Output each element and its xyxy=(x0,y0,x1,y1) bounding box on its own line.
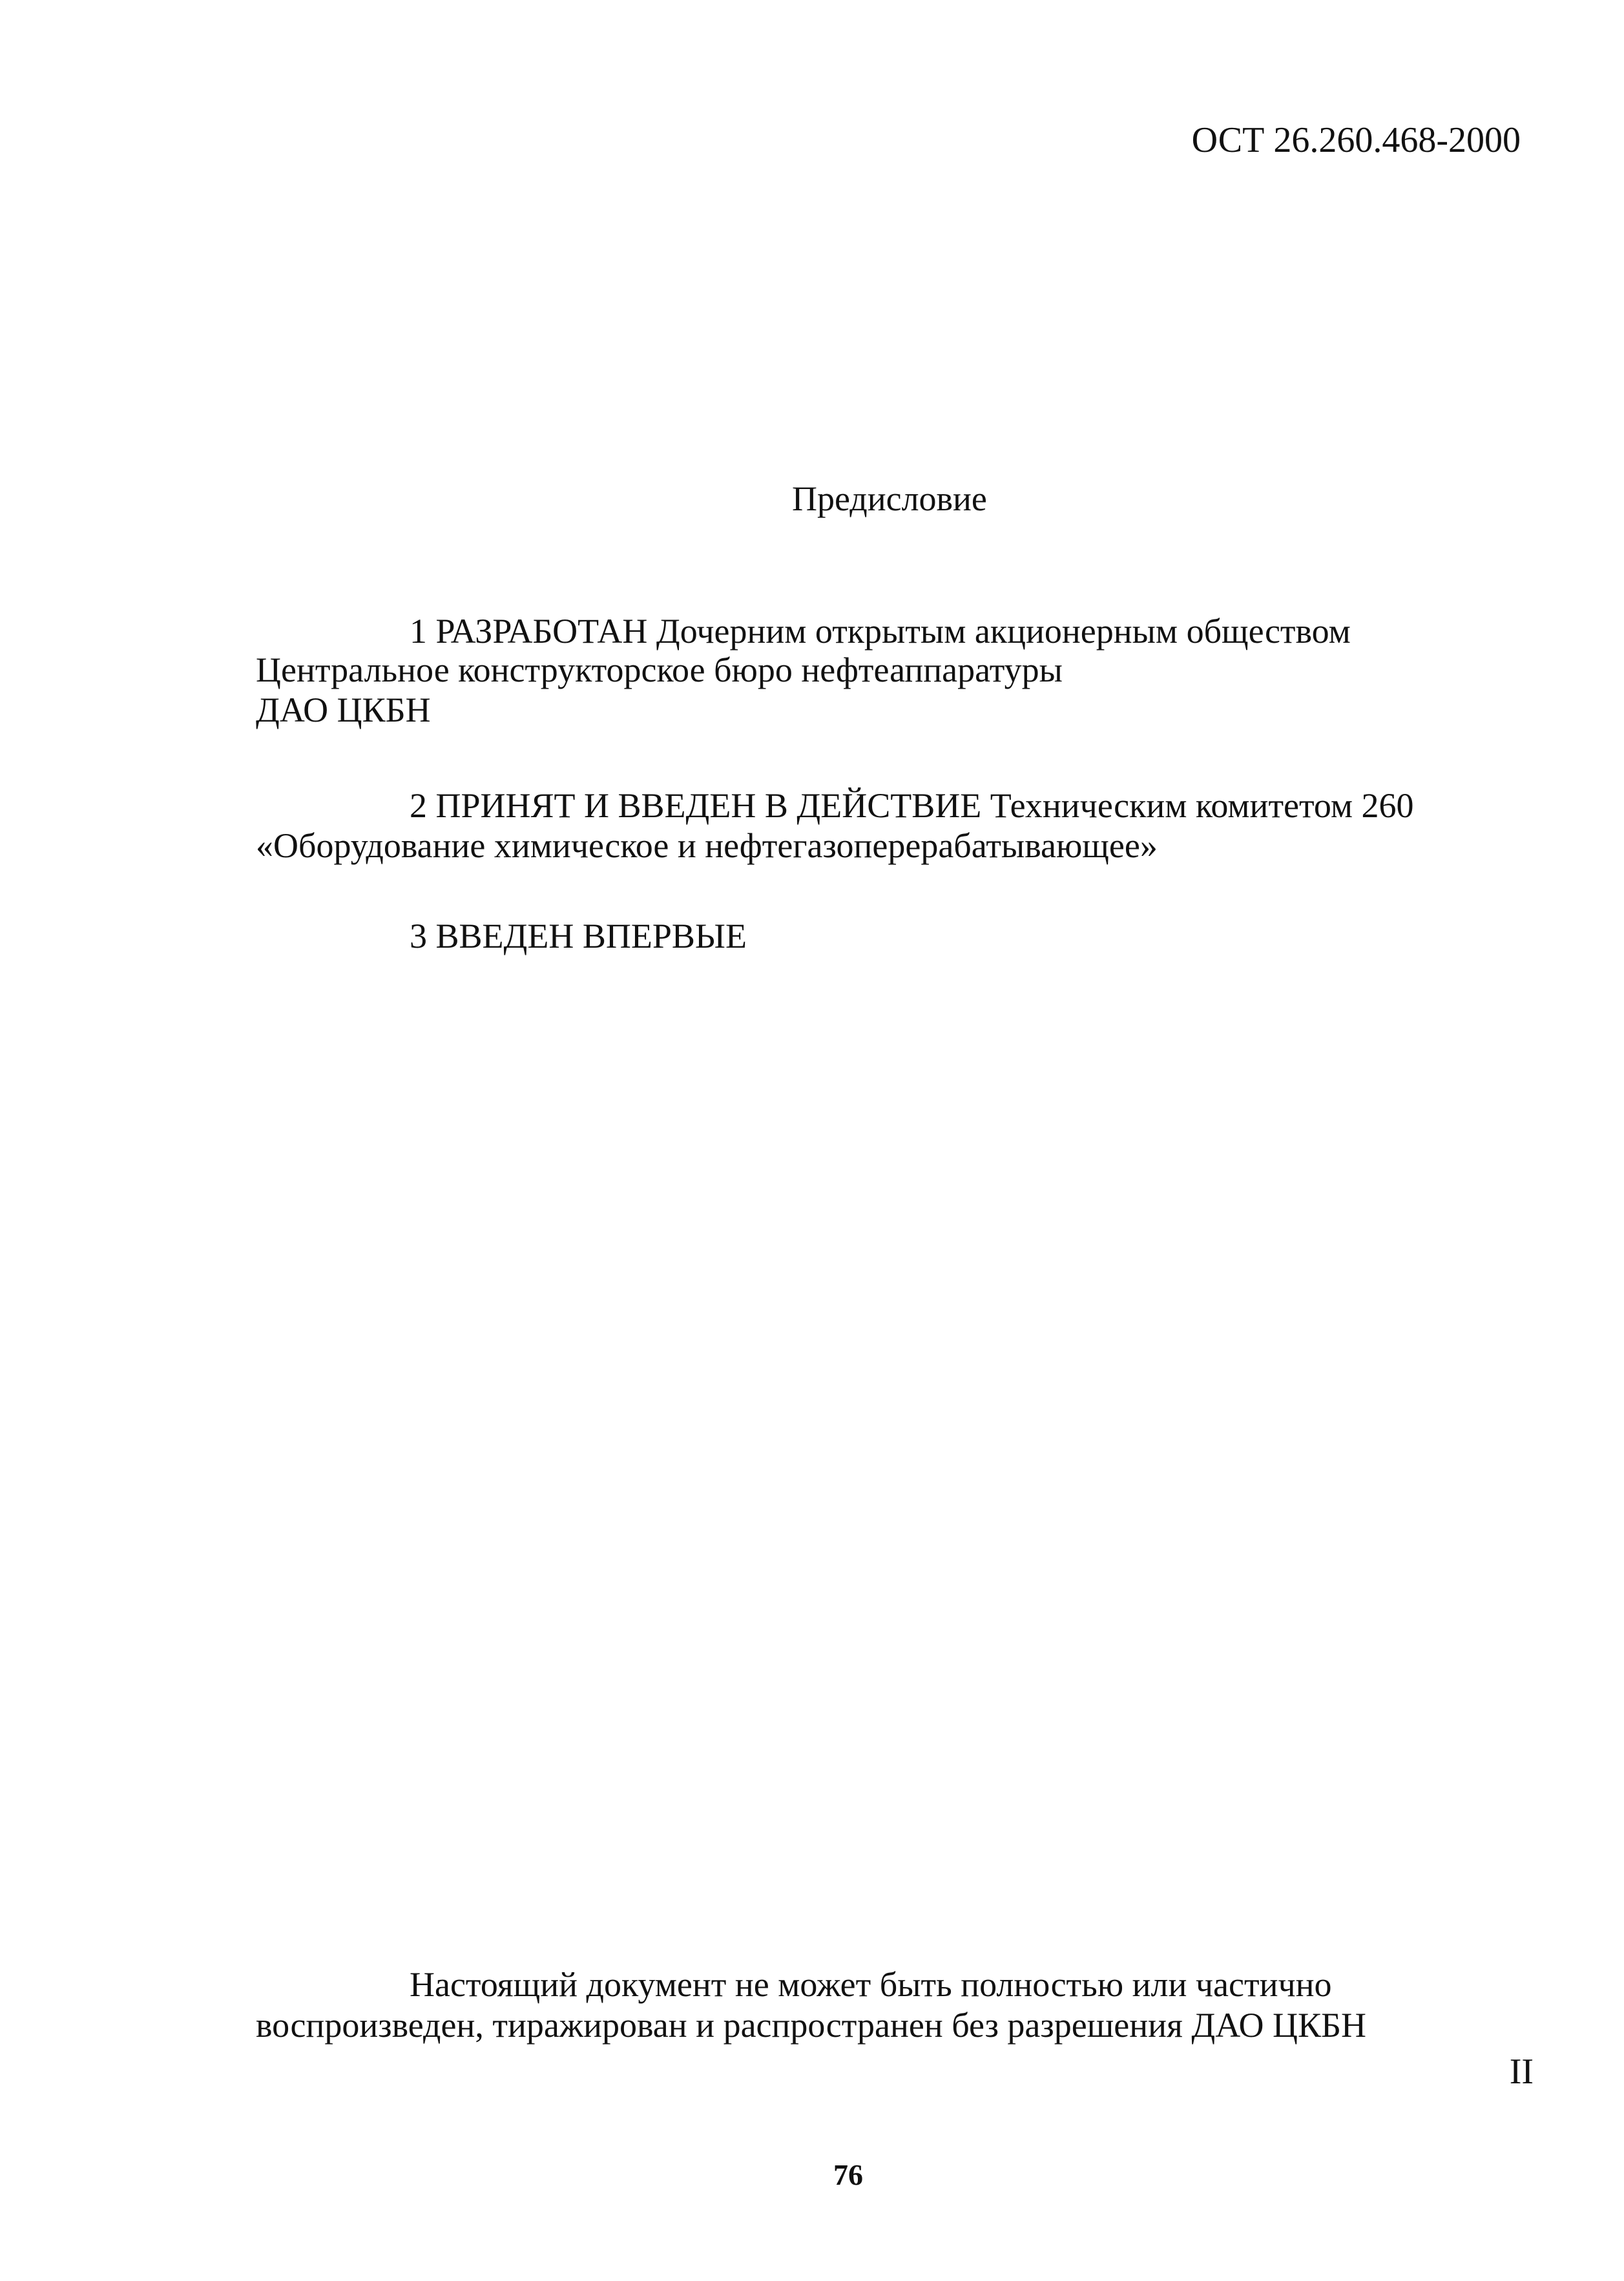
preface-item-3-line-1: 3 ВВЕДЕН ВПЕРВЫЕ xyxy=(410,917,747,955)
document-code: ОСТ 26.260.468-2000 xyxy=(1191,120,1521,160)
preface-item-2-line-1: 2 ПРИНЯТ И ВВЕДЕН В ДЕЙСТВИЕ Техническим комитетом 260 xyxy=(410,786,1414,825)
preface-item-2-line-2: «Оборудование химическое и нефтегазоперерабатывающее» xyxy=(256,826,1158,865)
preface-item-1-line-1: 1 РАЗРАБОТАН Дочерним открытым акционерным обществом xyxy=(410,612,1351,651)
preface-title: Предисловие xyxy=(792,479,987,518)
page-number: 76 xyxy=(833,2158,863,2191)
roman-page-number: II xyxy=(1509,2052,1534,2092)
copyright-notice-line-1: Настоящий документ не может быть полностью или частично xyxy=(410,1965,1332,2004)
preface-item-1-line-2: Центральное конструкторское бюро нефтеаппаратуры xyxy=(256,651,1063,689)
preface-item-1-line-3: ДАО ЦКБН xyxy=(256,691,431,729)
copyright-notice-line-2: воспроизведен, тиражирован и распространен без разрешения ДАО ЦКБН xyxy=(256,2006,1367,2045)
